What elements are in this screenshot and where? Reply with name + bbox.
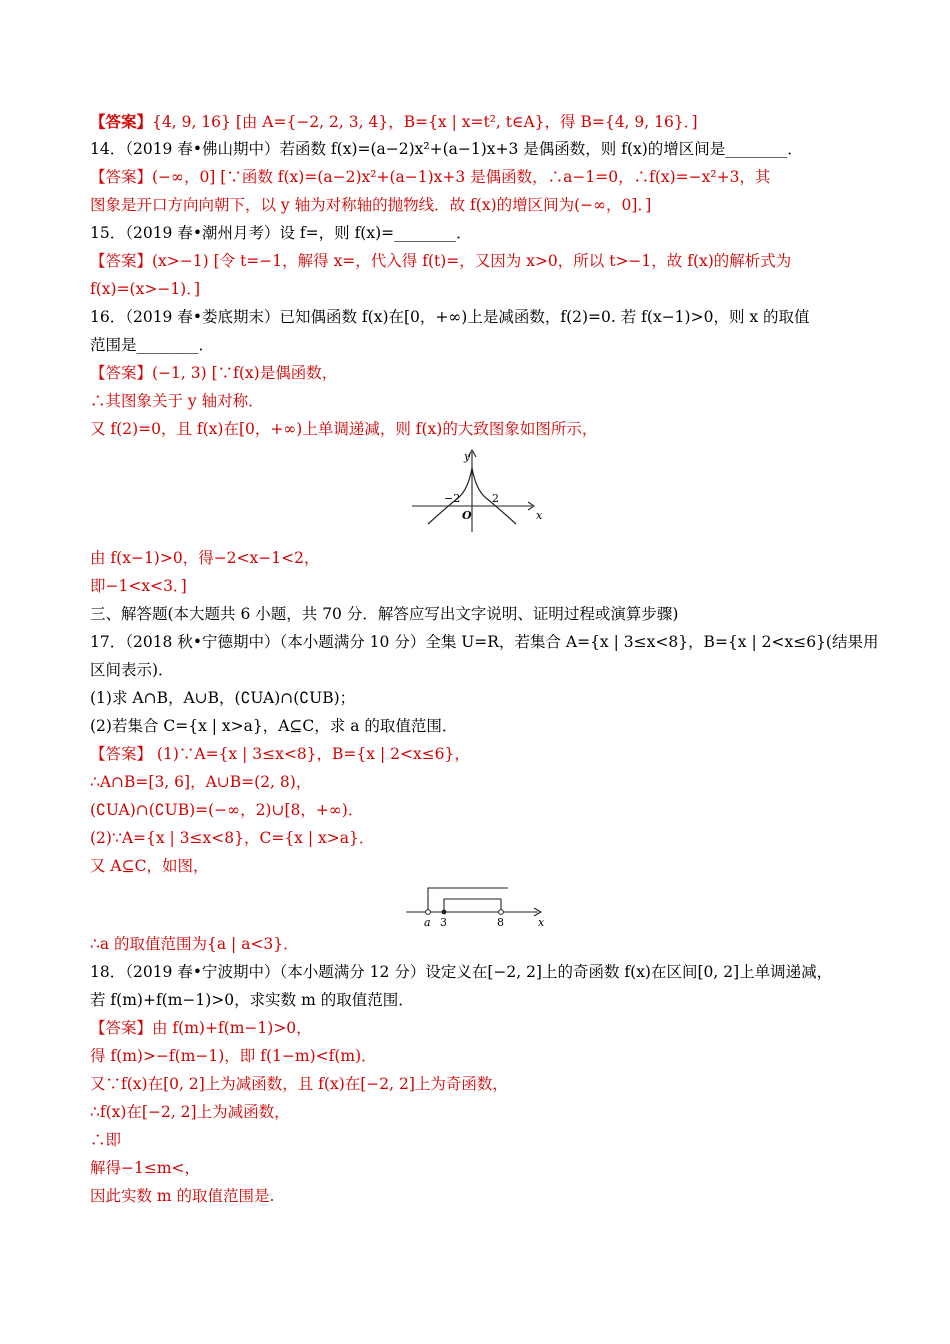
- answer-15-line2: f(x)=(x>−1)．]: [90, 280, 201, 298]
- point-3: [442, 910, 447, 915]
- x-label: x: [536, 509, 543, 522]
- number-line-figure: [402, 882, 552, 930]
- answer-18-line4: ∴f(x)在[−2, 2]上为减函数，: [90, 1103, 290, 1121]
- even-function-graph: [408, 446, 548, 536]
- origin-label: O: [462, 509, 472, 522]
- question-16-line2: 范围是________．: [90, 336, 215, 354]
- label-pos2: 2: [492, 492, 499, 505]
- answer-14-line2: 图象是开口方向向朝下，以 y 轴为对称轴的抛物线．故 f(x)的增区间为(−∞，0]．]: [90, 196, 652, 214]
- answer-18-line2: 得 f(m)>−f(m−1)，即 f(1−m)<f(m)．: [90, 1047, 377, 1065]
- question-17-line1: 17．（2018 秋•宁德期中）（本小题满分 10 分）全集 U=R，若集合 A={x | 3≤x<8}，B={x | 2<x≤6}(结果用: [90, 633, 879, 651]
- question-17-part2: (2)若集合 C={x | x>a}，A⊆C，求 a 的取值范围．: [90, 717, 458, 735]
- label-a: a: [424, 916, 431, 929]
- answer-16-line3: 又 f(2)=0，且 f(x)在[0，+∞)上单调递减，则 f(x)的大致图象如图所示，: [90, 420, 598, 438]
- label-3: 3: [440, 916, 447, 929]
- question-17-part1: (1)求 A∩B，A∪B，(∁UA)∩(∁UB)；: [90, 689, 356, 707]
- answer-18-line1: 【答案】由 f(m)+f(m−1)>0，: [90, 1019, 312, 1037]
- answer-17-line3: (∁UA)∩(∁UB)=(−∞，2)∪[8，+∞)．: [90, 801, 364, 819]
- answer-17-line1: 【答案】 (1)∵A={x | 3≤x<8}，B={x | 2<x≤6}，: [90, 745, 470, 763]
- answer-tag: 【答案】: [90, 112, 153, 131]
- question-16-line1: 16．（2019 春•娄底期末）已知偶函数 f(x)在[0，+∞)上是减函数，f(2)=0. 若 f(x−1)>0，则 x 的取值: [90, 308, 810, 326]
- point-a: [426, 910, 431, 915]
- answer-18-line7: 因此实数 m 的取值范围是.: [90, 1187, 275, 1205]
- label-8: 8: [497, 916, 504, 929]
- set-c-bracket: [428, 888, 508, 912]
- answer-13: [90, 109, 870, 135]
- answer-15-line1: 【答案】(x>−1) [令 t=−1，解得 x=，代入得 f(t)=，又因为 x>0，所以 t>−1，故 f(x)的解析式为: [90, 252, 792, 270]
- answer-16-line4: 由 f(x−1)>0，得−2<x−1<2，: [90, 549, 320, 567]
- answer-14-line1: 【答案】(−∞，0] [∵函数 f(x)=(a−2)x²+(a−1)x+3 是偶函数，∴a−1=0，∴f(x)=−x²+3，其: [90, 168, 771, 186]
- answer-17-line6: ∴a 的取值范围为{a | a<3}．: [90, 935, 299, 953]
- answer-16-line5: 即−1<x<3．]: [90, 577, 187, 595]
- point-8: [499, 910, 504, 915]
- question-15: 15．（2019 春•潮州月考）设 f=，则 f(x)=________．: [90, 224, 472, 242]
- answer-13-text: {4, 9, 16} [由 A={−2, 2, 3, 4}，B={x | x=t², t∈A}，得 B={4, 9, 16}．]: [152, 113, 698, 131]
- question-17-line2: 区间表示)．: [90, 661, 174, 679]
- answer-16-line2: ∴其图象关于 y 轴对称．: [90, 392, 264, 410]
- label-x: x: [538, 916, 545, 929]
- answer-16-line1: 【答案】(−1, 3) [∵f(x)是偶函数，: [90, 364, 338, 382]
- question-18-line2: 若 f(m)+f(m−1)>0，求实数 m 的取值范围．: [90, 991, 414, 1009]
- y-label: y: [464, 450, 471, 463]
- label-neg2: −2: [444, 492, 461, 505]
- answer-17-line4: (2)∵A={x | 3≤x<8}，C={x | x>a}．: [90, 829, 375, 847]
- answer-18-line6: 解得−1≤m<，: [90, 1159, 201, 1177]
- answer-17-line2: ∴A∩B=[3, 6]，A∪B=(2, 8)，: [90, 773, 312, 791]
- set-a-bracket: [444, 899, 501, 912]
- question-14: 14．（2019 春•佛山期中）若函数 f(x)=(a−2)x²+(a−1)x+3 是偶函数，则 f(x)的增区间是________．: [90, 140, 803, 158]
- section-heading: 三、解答题(本大题共 6 小题，共 70 分．解答应写出文字说明、证明过程或演算步骤): [90, 605, 679, 623]
- question-18-line1: 18．（2019 春•宁波期中）（本小题满分 12 分）设定义在[−2, 2]上的奇函数 f(x)在区间[0, 2]上单调递减，: [90, 963, 833, 981]
- answer-17-line5: 又 A⊆C，如图，: [90, 857, 209, 875]
- answer-18-line3: 又∵f(x)在[0, 2]上为减函数，且 f(x)在[−2, 2]上为奇函数，: [90, 1075, 508, 1093]
- answer-18-line5: ∴即: [90, 1131, 122, 1149]
